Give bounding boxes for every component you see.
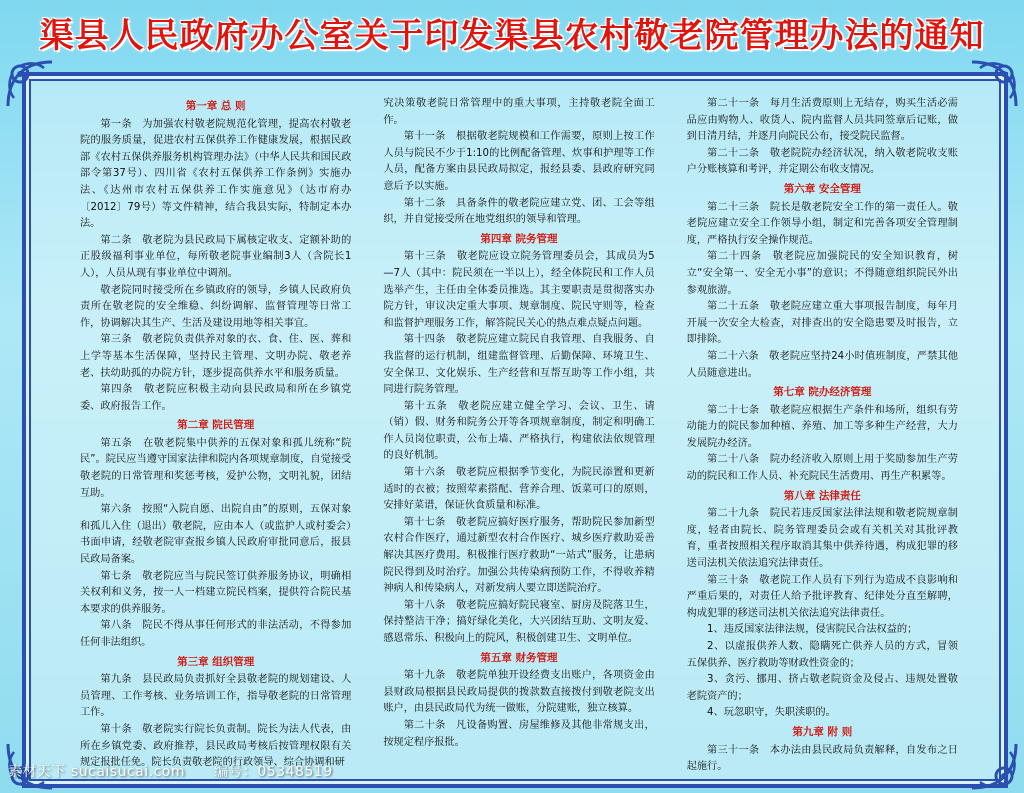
paragraph: 第十九条 敬老院单独开设经费支出账户，各项资金由县财政局根据县民政局提供的拨款数直接拨付到敬老院支出账户，由县民政局代为统一做账，分院建账，独立核算。 xyxy=(383,670,655,715)
corner-ornament-icon xyxy=(968,58,1020,110)
paragraph: 3、贪污、挪用、挤占敬老院资金及侵占、违规处置敬老院资产的； xyxy=(686,674,958,702)
watermark xyxy=(8,761,357,781)
chapter-heading: 第五章 财务管理 xyxy=(480,651,558,664)
paragraph: 1、违反国家法律法规，侵害院民合法权益的； xyxy=(707,624,918,636)
paragraph: 第三十一条 本办法由县民政局负责解释，自发布之日起施行。 xyxy=(686,744,958,773)
page-title: 渠县人民政府办公室关于印发渠县农村敬老院管理办法的通知 xyxy=(39,16,985,56)
paragraph: 第二十二条 敬老院院办经济状况，纳入敬老院收支账户分账核算和考评，并定期公布收支情况。 xyxy=(686,147,958,176)
paragraph: 第十七条 敬老院应搞好医疗服务，帮助院民参加新型农村合作医疗，通过新型农村合作医疗、城乡医疗救助妥善解决其医疗费用。积极推行医疗救助“一站式”服务，让患病院民得到及时治疗。加强公共传染病预防工作，不得收养精神病人和传染病人，对新发病人要立即送院治疗。 xyxy=(383,516,655,595)
paragraph: 第六条 按照“入院自愿、出院自由”的原则，五保对象和孤儿入住（退出）敬老院，应由本人（或监护人或村委会）书面申请，经敬老院审查报乡镇人民政府审批同意后，报县民政局备案。 xyxy=(80,504,352,566)
paragraph: 第十八条 敬老院应搞好院民寝室、厨房及院落卫生，保持整洁干净；搞好绿化美化，大兴团结互助、文明友爱、感恩常乐、积极向上的院风，积极创建卫生、文明单位。 xyxy=(383,599,655,644)
paragraph: 第三十条 敬老院工作人员有下列行为造成不良影响和严重后果的，对责任人给予批评教育、纪律处分直至解聘，构成犯罪的移送司法机关依法追究法律责任。 xyxy=(686,574,958,619)
paragraph: 第二十五条 敬老院应建立重大事项报告制度，每年月开展一次安全大检查，对排查出的安全隐患要及时报告，立即排除。 xyxy=(686,301,958,346)
paragraph: 第二十四条 敬老院应加强院民的安全知识教育，树立“安全第一、安全无小事”的意识；不得随意组织院民外出参观旅游。 xyxy=(686,251,958,296)
chapter-heading: 第三章 组织管理 xyxy=(177,655,255,668)
paragraph: 第二十一条 每月生活费原则上无结存，购买生活必需品应由购物人、收货人、院内监督人员共同签章后记账，做到日清月结，并逐月向院民公布，接受院民监督。 xyxy=(686,98,958,143)
watermark-code: 编号：05348519 xyxy=(213,764,333,780)
paragraph: 敬老院同时接受所在乡镇政府的领导，乡镇人民政府负责所在敬老院的安全维稳、纠纷调解、监督管理等日常工作，协调解决其生产、生活及建设用地等相关事宜。 xyxy=(80,284,352,329)
paragraph: 第二十条 凡设备购置、房屋维修及其他非常规支出，按规定程序报批。 xyxy=(383,719,655,748)
paragraph: 第九条 县民政局负责抓好全县敬老院的规划建设、人员管理、工作考核、业务培训工作，指导敬老院的日常管理工作。 xyxy=(80,674,352,719)
paragraph: 第二十六条 敬老院应坚持24小时值班制度，严禁其他人员随意进出。 xyxy=(686,350,958,379)
corner-ornament-icon xyxy=(4,58,56,110)
paragraph: 第二条 敬老院为县民政局下属核定收支、定额补助的正股级福利事业单位，每所敬老院事业编制3人（含院长1人），人员从现有事业单位中调剂。 xyxy=(80,234,352,279)
paragraph: 第十三条 敬老院应设立院务管理委员会，其成员为5—7人（其中：院民须在一半以上），经全体院民和工作人员选举产生，主任由全体委员推选。其主要职责是贯彻落实办院方针，审议决定重大事项、规章制度、院民守则等，检查和监督护理服务工作，解答院民关心的热点难点疑点问题。 xyxy=(383,251,655,329)
paragraph: 第十五条 敬老院应建立健全学习、会议、卫生、请（销）假、财务和院务公开等各项规章制度，制定和明确工作人员岗位职责，公布上墙、严格执行，构建依法依规管理的良好机制。 xyxy=(383,400,655,462)
paragraph: 2、以虚报供养人数、隐瞒死亡供养人员的方式，冒领五保供养、医疗救助等财政性资金的； xyxy=(686,641,958,669)
paragraph: 第一条 为加强农村敬老院规范化管理，提高农村敬老院的服务质量，促进农村五保供养工作健康发展，根据民政部《农村五保供养服务机构管理办法》（中华人民共和国民政部令第37号）、四川省《农村五保供养工作条例》实施办法、《达州市农村五保供养工作实施意见》（达市府办〔2012〕79号）等文件精神，结合我县实际，特制定本办法。 xyxy=(80,118,352,230)
paragraph: 第十二条 具备条件的敬老院应建立党、团、工会等组织，并自觉接受所在地党组织的领导和管理。 xyxy=(383,197,655,226)
paragraph: 第十六条 敬老院应根据季节变化，为院民添置和更新适时的衣被；按照荤素搭配、营养合理、饭菜可口的原则，安排好菜谱，保证伙食质量和标准。 xyxy=(383,467,655,512)
chapter-heading: 第六章 安全管理 xyxy=(783,182,861,195)
chapter-heading: 第八章 法律责任 xyxy=(783,489,861,502)
chapter-heading: 第一章 总 则 xyxy=(185,100,246,112)
paragraph: 第二十三条 院长是敬老院安全工作的第一责任人。敬老院应建立安全工作领导小组，制定和完善各项安全管理制度，严格执行安全操作规范。 xyxy=(686,201,958,246)
chapter-heading: 第二章 院民管理 xyxy=(177,419,255,432)
paragraph: 第二十七条 敬老院应根据生产条件和场所，组织有劳动能力的院民参加种植、养殖、加工等多种生产经营，大力发展院办经济。 xyxy=(686,404,958,449)
paragraph: 4、玩忽职守，失职渎职的。 xyxy=(707,707,836,719)
paragraph: 第五条 在敬老院集中供养的五保对象和孤儿统称“院民”。院民应当遵守国家法律和院内各项规章制度，自觉接受敬老院的日常管理和奖惩考核，爱护公物，文明礼貌，团结互助。 xyxy=(80,437,352,499)
column-left xyxy=(80,96,352,769)
watermark-site: 素材天下 sucaisucai.com xyxy=(8,764,185,780)
corner-ornament-icon xyxy=(968,740,1020,792)
column-middle xyxy=(383,96,654,756)
paragraph: 第十条 敬老院实行院长负责制。院长为法人代表，由所在乡镇党委、政府推荐，县民政局考核后按管理权限有关规定报批任免。院长负责敬老院的行政领导、综合协调和研 xyxy=(80,723,352,769)
paragraph: 第二十九条 院民若违反国家法律法规和敬老院规章制度，轻者由院长、院务管理委员会或有关机关对其批评教育，重者按照相关程序取消其集中供养待遇，构成犯罪的移送司法机关依法追究法律责任。 xyxy=(686,508,958,570)
paragraph: 第七条 敬老院应当与院民签订供养服务协议，明确相关权利和义务，按一人一档建立院民档案，提供符合院民基本要求的供养服务。 xyxy=(80,570,352,615)
paragraph: 第三条 敬老院负责供养对象的衣、食、住、医、葬和上学等基本生活保障，坚持民主管理、文明办院、敬老养老、扶幼助孤的办院方针，逐步提高供养水平和服务质量。 xyxy=(80,334,352,379)
chapter-heading: 第四章 院务管理 xyxy=(480,232,558,245)
column-right xyxy=(686,96,958,773)
paragraph: 第八条 院民不得从事任何形式的非法活动，不得参加任何非法组织。 xyxy=(80,620,352,648)
paragraph: 第十一条 根据敬老院规模和工作需要，原则上按工作人员与院民不少于1:10的比例配备管理、炊事和护理等工作人员，配备方案由县民政局拟定，报经县委、县政府研究同意后予以实施。 xyxy=(383,131,655,192)
chapter-heading: 第九章 附 则 xyxy=(792,725,853,738)
paragraph: 第四条 敬老院应积极主动向县民政局和所在乡镇党委、政府报告工作。 xyxy=(80,384,352,412)
paragraph: 第二十八条 院办经济收入原则上用于奖励参加生产劳动的院民和工作人员、补充院民生活费用、再生产积累等。 xyxy=(686,454,958,483)
paragraph: 第十四条 敬老院应建立院民自我管理、自我服务、自我监督的运行机制，组建监督管理、后勤保障、环境卫生、安全保卫、文化娱乐、生产经营和互帮互助等工作小组，共同进行院务管理。 xyxy=(383,334,655,396)
chapter-heading: 第七章 院办经济管理 xyxy=(773,386,872,399)
paragraph: 究决策敬老院日常管理中的重大事项，主持敬老院全面工作。 xyxy=(383,98,655,126)
